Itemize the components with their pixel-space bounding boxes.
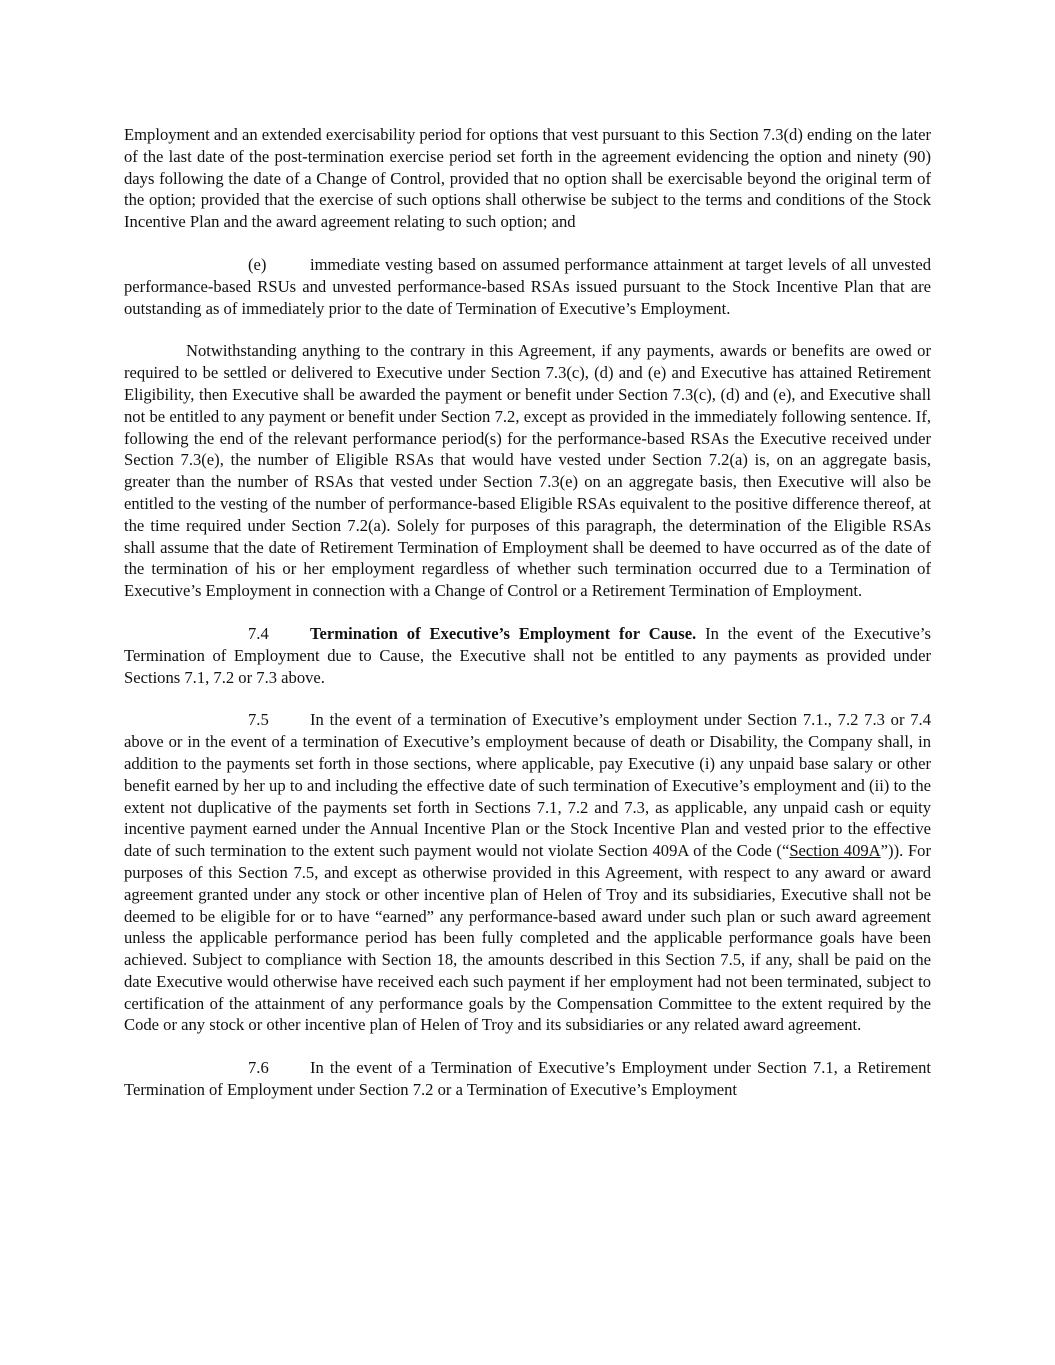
section-7-4-text: In the event of the Executive’s Termination of Employment due to Cause, the Executive shall not be entitled to any payments as provided under Sections 7.1, 7.2 or 7.3 above.: [124, 623, 931, 687]
continued-paragraph-text: Employment and an extended exercisability period for options that vest pursuant to this Section 7.3(d) ending on the later of the last date of the post-termination exercise period set forth in the agreement evidencing the option and ninety (90) days following the date of a Change of Control, provided that no option shall be exercisable beyond the original term of the option; provided that the exercise of such options shall otherwise be subject to the terms and conditions of the Stock Incentive Plan and the award agreement relating to such option; and: [124, 125, 931, 232]
section-7-5: [124, 709, 931, 1036]
continued-paragraph: [124, 124, 931, 233]
section-7-4-heading: Termination of Executive’s Employment for Cause.: [310, 623, 697, 643]
section-7-5-text-after: ”)). For purposes of this Section 7.5, and except as otherwise provided in this Agreement, with respect to any award or award agreement granted under any stock or other incentive plan of Helen of Troy and its subsidiaries, Executive shall not be deemed to be eligible for or to have “earned” any performance-based award under such plan or such award agreement unless the applicable performance period has been fully completed and the applicable performance goals have been achieved. Subject to compliance with Section 18, the amounts described in this Section 7.5, if any, shall be paid on the date Executive would otherwise have received each such payment if her employment had not been terminated, subject to certification of the attainment of any performance goals by the Compensation Committee to the extent required by the Code or any stock or other incentive plan of Helen of Troy and its subsidiaries or any related award agreement.: [124, 841, 931, 1035]
section-7-6-number: 7.6: [248, 1058, 269, 1078]
notwithstanding-text: Notwithstanding anything to the contrary in this Agreement, if any payments, awards or benefits are owed or required to be settled or delivered to Executive under Section 7.3(c), (d) and (e) and Executive has attained Retirement Eligibility, then Executive shall be awarded the payment or benefit under Section 7.3(c), (d) and (e), and Executive shall not be entitled to any payment or benefit under Section 7.2, except as provided in the immediately following sentence. If, following the end of the relevant performance period(s) for the performance-based RSAs the Executive received under Section 7.3(e), the number of Eligible RSAs that would have vested under Section 7.2(a) is, on an aggregate basis, greater than the number of RSAs that vested under Section 7.3(e) on an aggregate basis, then Executive will also be entitled to the vesting of the number of performance-based Eligible RSAs equivalent to the positive difference thereof, at the time required under Section 7.2(a). Solely for purposes of this paragraph, the determination of the Eligible RSAs shall assume that the date of Retirement Termination of Employment shall be deemed to have occurred as of the date of the termination of his or her employment regardless of whether such termination occurred due to a Termination of Executive’s Employment in connection with a Change of Control or a Retirement Termination of Employment.: [124, 341, 931, 601]
section-7-4-number: 7.4: [248, 623, 269, 643]
section-7-6: [124, 1057, 931, 1101]
section-7-4: [124, 623, 931, 688]
item-e-label: (e): [248, 254, 267, 274]
section-7-5-text-before: In the event of a termination of Executive’s employment under Section 7.1., 7.2 7.3 or 7.4 above or in the event of a termination of Executive’s employment because of death or Disability, the Company shall, in addition to the payments set forth in those sections, where applicable, pay Executive (i) any unpaid base salary or other benefit earned by her up to and including the effective date of such termination of Executive’s employment and (ii) to the extent not duplicative of the payments set forth in Sections 7.1, 7.2 and 7.3, as applicable, any unpaid cash or equity incentive payment earned under the Annual Incentive Plan or the Stock Incentive Plan and vested prior to the effective date of such termination to the extent such payment would not violate Section 409A of the Code (“: [124, 710, 931, 861]
item-e-paragraph: [124, 254, 931, 319]
section-7-6-text: In the event of a Termination of Executive’s Employment under Section 7.1, a Retirement Termination of Employment under Section 7.2 or a Termination of Executive’s Employment: [124, 1058, 931, 1100]
notwithstanding-paragraph: [124, 340, 931, 602]
item-e-text: immediate vesting based on assumed performance attainment at target levels of all unvested performance-based RSUs and unvested performance-based RSAs issued pursuant to the Stock Incentive Plan that are outstanding as of immediately prior to the date of Termination of Executive’s Employment.: [124, 254, 931, 318]
document-page: [124, 124, 931, 1122]
section-7-5-number: 7.5: [248, 710, 269, 730]
section-409a-defined-term: Section 409A: [789, 841, 881, 861]
